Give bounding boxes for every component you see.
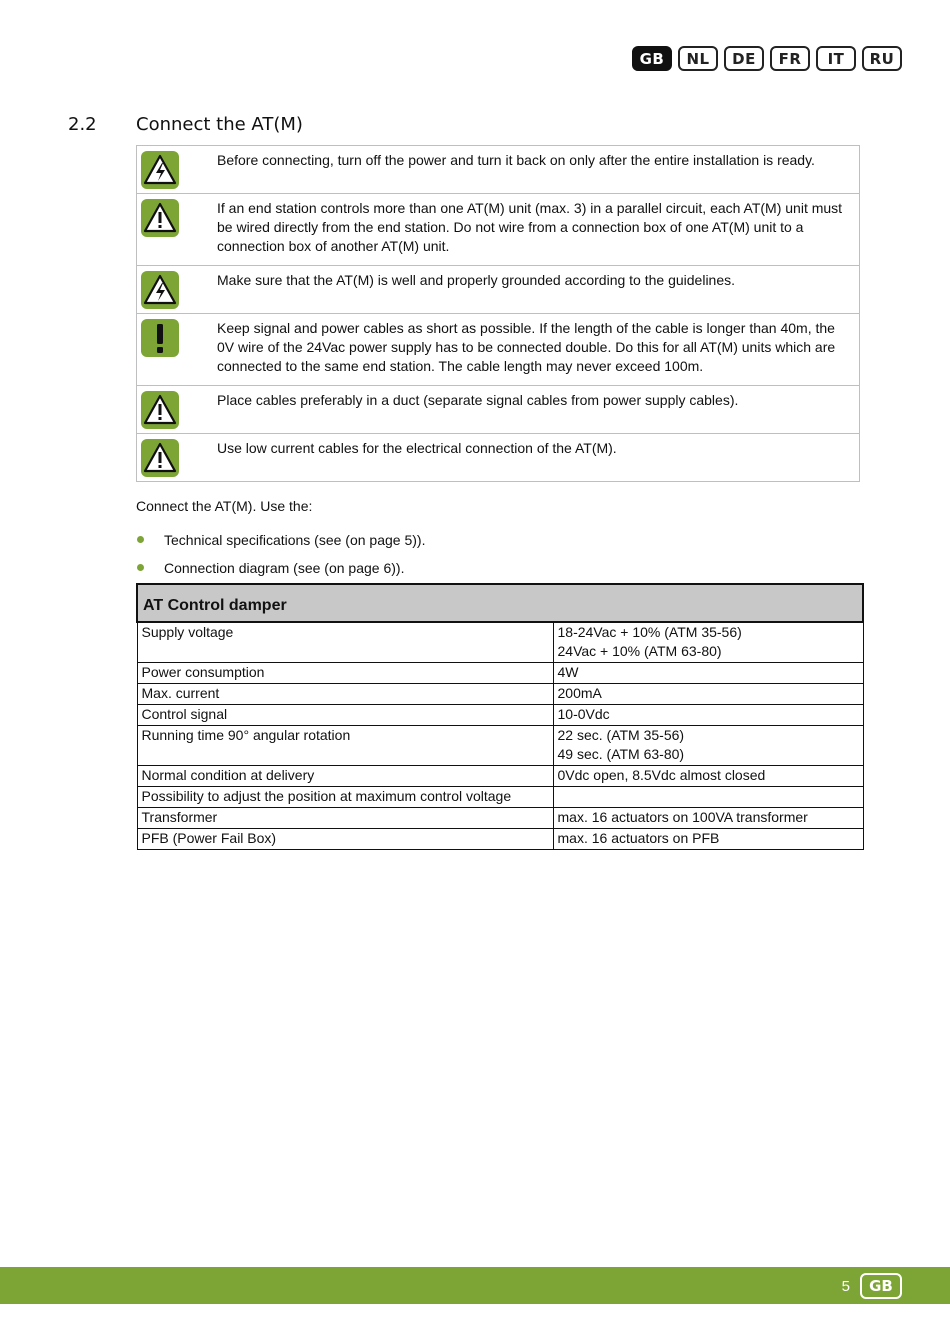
list-item-text: Connection diagram (see (on page 6)). xyxy=(164,560,405,576)
spec-value: 10-0Vdc xyxy=(553,705,863,726)
bullet-icon xyxy=(137,564,144,571)
notice-icon-cell xyxy=(137,434,218,482)
spec-label: Possibility to adjust the position at maximum control voltage xyxy=(137,787,553,808)
spec-table xyxy=(136,583,864,850)
notice-row xyxy=(137,194,860,266)
lang-tab-gb[interactable]: GB xyxy=(632,46,672,71)
spec-label: Power consumption xyxy=(137,663,553,684)
table-row xyxy=(137,787,863,808)
notice-text: Make sure that the AT(M) is well and properly grounded according to the guidelines. xyxy=(217,266,860,314)
spec-label: PFB (Power Fail Box) xyxy=(137,829,553,850)
safety-notices xyxy=(136,145,860,482)
footer-lang-badge: GB xyxy=(860,1273,902,1299)
spec-value: 18-24Vac + 10% (ATM 35-56) 24Vac + 10% (ATM 63-80) xyxy=(553,622,863,663)
electrical-hazard-icon xyxy=(141,271,217,309)
spec-value: max. 16 actuators on 100VA transformer xyxy=(553,808,863,829)
notice-text: Use low current cables for the electrical connection of the AT(M). xyxy=(217,434,860,482)
notice-row xyxy=(137,386,860,434)
table-row xyxy=(137,829,863,850)
spec-label: Max. current xyxy=(137,684,553,705)
spec-label: Supply voltage xyxy=(137,622,553,663)
notice-icon-cell xyxy=(137,314,218,386)
electrical-hazard-icon xyxy=(141,151,217,189)
spec-value: max. 16 actuators on PFB xyxy=(553,829,863,850)
spec-label: Running time 90° angular rotation xyxy=(137,726,553,766)
spec-value: 4W xyxy=(553,663,863,684)
spec-value: 0Vdc open, 8.5Vdc almost closed xyxy=(553,766,863,787)
spec-label: Transformer xyxy=(137,808,553,829)
notice-icon-cell xyxy=(137,266,218,314)
spec-label: Normal condition at delivery xyxy=(137,766,553,787)
warning-icon xyxy=(141,199,217,237)
notice-row xyxy=(137,146,860,194)
notice-text: Before connecting, turn off the power and turn it back on only after the entire installation is ready. xyxy=(217,146,860,194)
notice-icon-cell xyxy=(137,146,218,194)
table-row xyxy=(137,766,863,787)
list-item-text: Technical specifications (see (on page 5)). xyxy=(164,532,426,548)
language-selector xyxy=(632,46,902,71)
table-row xyxy=(137,808,863,829)
section-number: 2.2 xyxy=(68,114,97,135)
spec-value xyxy=(553,787,863,808)
attention-icon xyxy=(141,319,217,357)
reference-list xyxy=(136,532,425,588)
notice-text: Keep signal and power cables as short as possible. If the length of the cable is longer than 40m, the 0V wire of the 24Vac power supply has to be connected double. Do this for all AT(M) units which are connected to the same end station. The cable length may never exceed 100m. xyxy=(217,314,860,386)
lang-tab-ru[interactable]: RU xyxy=(862,46,902,71)
lang-tab-it[interactable]: IT xyxy=(816,46,856,71)
lang-tab-de[interactable]: DE xyxy=(724,46,764,71)
warning-icon xyxy=(141,439,217,477)
bullet-icon xyxy=(137,536,144,543)
notice-icon-cell xyxy=(137,194,218,266)
warning-icon xyxy=(141,391,217,429)
page-number: 5 xyxy=(841,1278,850,1295)
spec-value: 22 sec. (ATM 35-56) 49 sec. (ATM 63-80) xyxy=(553,726,863,766)
intro-text: Connect the AT(M). Use the: xyxy=(136,498,313,514)
section-title: Connect the AT(M) xyxy=(136,114,303,135)
notice-icon-cell xyxy=(137,386,218,434)
table-row xyxy=(137,705,863,726)
notice-row xyxy=(137,434,860,482)
spec-value: 200mA xyxy=(553,684,863,705)
notice-text: Place cables preferably in a duct (separate signal cables from power supply cables). xyxy=(217,386,860,434)
footer-bar xyxy=(0,1267,950,1304)
list-item[interactable] xyxy=(136,532,425,560)
table-row xyxy=(137,684,863,705)
spec-label: Control signal xyxy=(137,705,553,726)
notice-text: If an end station controls more than one AT(M) unit (max. 3) in a parallel circuit, each AT(M) unit must be wired directly from the end station. Do not wire from a connection box of one AT(M) unit to a connection box of another AT(M) unit. xyxy=(217,194,860,266)
notice-row xyxy=(137,314,860,386)
table-row xyxy=(137,622,863,663)
notice-row xyxy=(137,266,860,314)
table-row xyxy=(137,726,863,766)
table-row xyxy=(137,663,863,684)
lang-tab-fr[interactable]: FR xyxy=(770,46,810,71)
spec-table-title: AT Control damper xyxy=(137,584,863,622)
lang-tab-nl[interactable]: NL xyxy=(678,46,718,71)
